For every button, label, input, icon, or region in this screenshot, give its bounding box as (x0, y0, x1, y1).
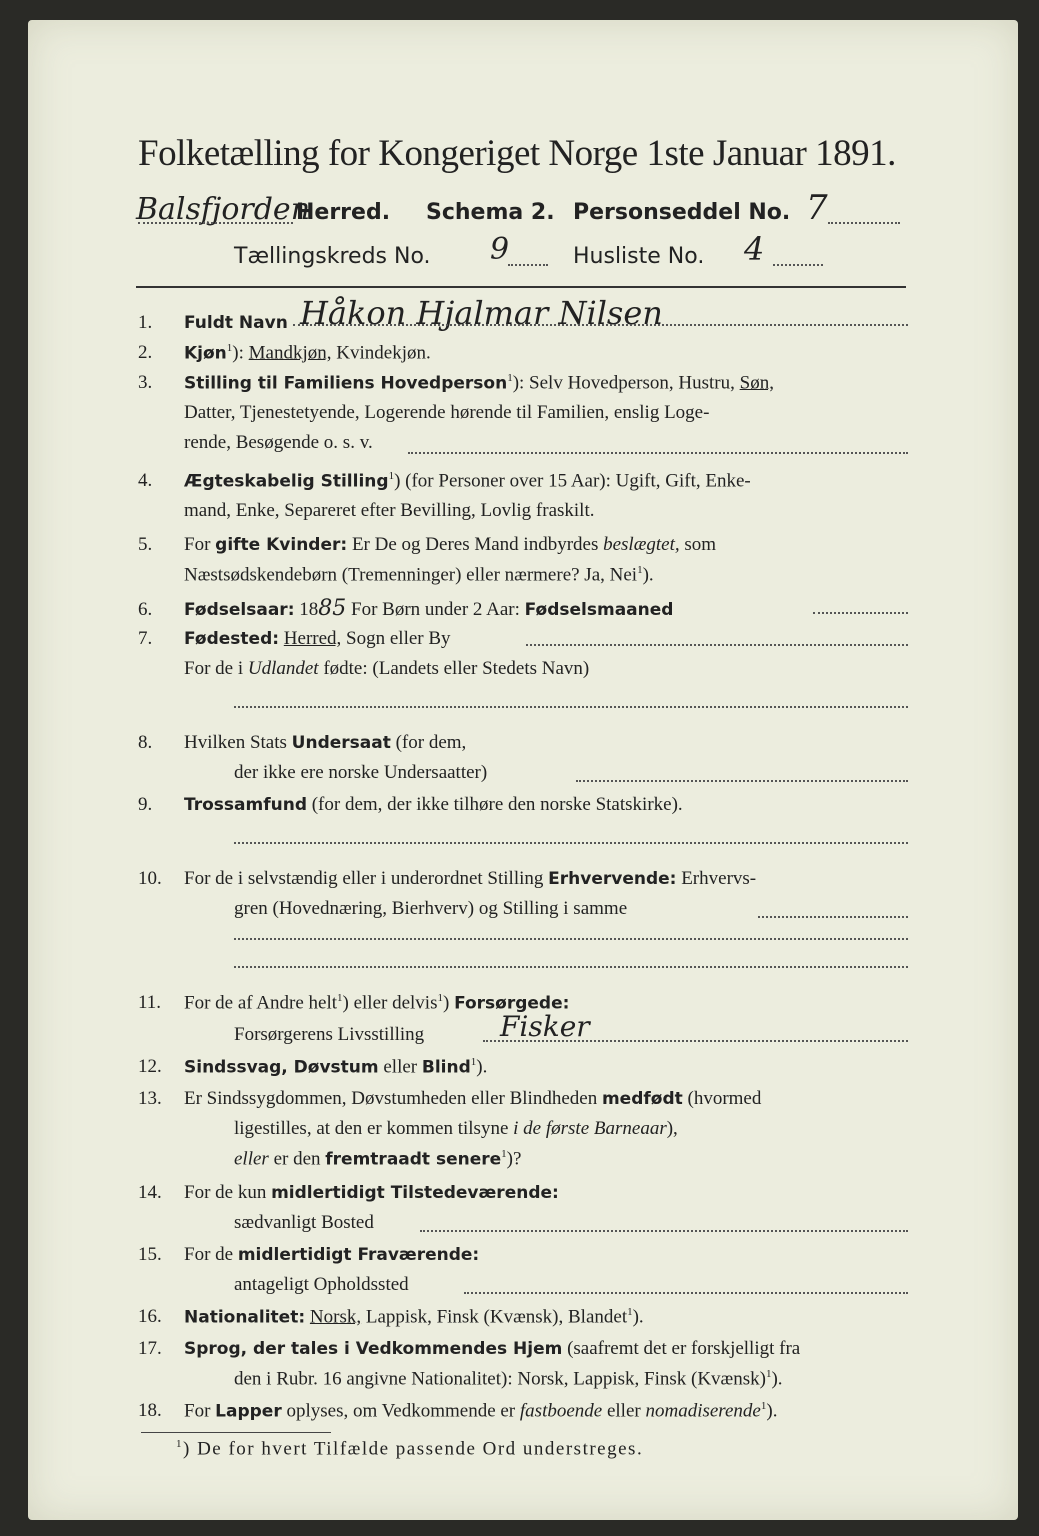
header-rule (136, 286, 906, 288)
row-15: 15. For de midlertidigt Fraværende: (138, 1244, 480, 1265)
provider-occupation-handwritten: Fisker (500, 1010, 590, 1043)
husliste-handwritten: 4 (744, 230, 765, 268)
row-11: 11. For de af Andre helt$^1$) eller delvis$^1$) Forsørgede: (138, 992, 570, 1014)
row-14: 14. For de kun midlertidigt Tilstedeværende: (138, 1182, 559, 1203)
schema-label: Schema 2. (426, 200, 555, 225)
herred-dots (138, 222, 293, 224)
footnote-rule (141, 1432, 331, 1433)
row-17: 17. Sprog, der tales i Vedkommendes Hjem (saafremt det er forskjelligt fra (138, 1338, 801, 1359)
row-9: 9. Trossamfund (for dem, der ikke tilhøre den norske Statskirke). (138, 794, 683, 815)
row-4: 4. Ægteskabelig Stilling$^1$) (for Personer over 15 Aar): Ugift, Gift, Enke- (138, 470, 751, 492)
herred-handwritten: Balsfjorden (136, 192, 311, 227)
row-6: 6. Fødselsaar: 1885 For Børn under 2 Aar: Fødselsmaaned (138, 596, 674, 621)
sex-selected: Mandkjøn, (248, 342, 332, 364)
nationality-selected: Norsk, (309, 1306, 362, 1328)
personseddel-handwritten: 7 (806, 188, 828, 228)
row-3: 3. Stilling til Familiens Hovedperson$^1$): Selv Hovedperson, Hustru, Søn, (138, 372, 774, 394)
row-1: 1. Fuldt Navn (138, 312, 288, 333)
row-10: 10. For de i selvstændig eller i underordnet Stilling Erhvervende: Erhvervs- (138, 868, 757, 889)
birthplace-selected: Herred, (283, 628, 342, 649)
census-form: Folketælling for Kongeriget Norge 1ste Januar 1891. Balsfjorden Herred. Schema 2. Personseddel No. 7 Tællingskreds No. 9 Husliste No. 4 1. Fuldt Navn Håkon Hjalmar Nilsen 2. Kjøn$^1$): Mandkjøn, Kvindekjøn. 3. Stilling til Familiens Hovedperson$^1$): Selv Hovedperson, Hustru, Søn, Datter, Tjenestetyende, Logerende hørende til Familien, enslig Loge- rende, Besøgende o. s. v. 4. Ægteskabelig Stilling$^1$) (for Personer over 15 Aar): Ugift, Gift, Enke- mand, Enke, Separeret efter Bevilling, Lovlig fraskilt. 5. For gifte Kvinder: Er De og Deres Mand indbyrdes beslægtet, som Næstsødskendebørn (Tremenninger) eller nærmere? Ja, Nei$^1$). 6. Fødselsaar: 1885 For Børn under 2 Aar: Fødselsmaaned 7. Fødested: Herred, Sogn eller By For de i Udlandet fødte: (Landets eller Stedets Navn) 8. Hvilken Stats Undersaat (for dem, der ikke ere norske Undersaatter) 9. Trossamfund (for dem, der ikke tilhøre den norske Statskirke). 10. For de i selvstændig eller i underordnet Stilling Erhvervende: Erhvervs- gren (Hovednæring, Bierhverv) og Stilling i samme 11. For de af Andre helt$^1$) eller delvis$^1$) Forsørgede: Forsørgerens Livsstilling Fisker 12. Sindssvag, Døvstum eller Blind$^1$). 13. Er Sindssygdommen, Døvstumheden eller Blindheden medfødt (hvormed ligestilles, at den er kommen tilsyne i de første Barneaar), eller er den fremtraadt senere$^1$)? 14. For de kun midlertidigt Tilstedeværende: sædvanligt Bosted 15. For de midlertidigt Fraværende: antageligt Opholdssted 16. Nationalitet: Norsk, Lappisk, Finsk (Kvænsk), Blandet$^1$). 17. Sprog, der tales i Vedkommendes Hjem (saafremt det er forskjelligt fra den i Rubr. 16 angivne Nationalitet): Norsk, Lappisk, Finsk (Kvænsk)$^1$). 18. For Lapper oplyses, om Vedkommende er fastboende eller nomadiserende$^1$). $^1$) De for hvert Tilfælde passende Ord understreges. (28, 20, 1018, 1520)
row-7: 7. Fødested: Herred, Sogn eller By (138, 628, 451, 649)
footnote: $^1$) De for hvert Tilfælde passende Ord understreges. (176, 1438, 644, 1460)
row-12: 12. Sindssvag, Døvstum eller Blind$^1$). (138, 1056, 488, 1078)
birth-year-handwritten: 85 (318, 596, 347, 621)
husliste-dots (773, 264, 823, 266)
kreds-dots (508, 264, 548, 266)
kreds-handwritten: 9 (490, 232, 510, 267)
row-18: 18. For Lapper oplyses, om Vedkommende er fastboende eller nomadiserende$^1$). (138, 1400, 778, 1422)
husliste-label: Husliste No. (573, 244, 705, 269)
row-5: 5. For gifte Kvinder: Er De og Deres Mand indbyrdes beslægtet, som (138, 534, 717, 555)
personseddel-dots (828, 222, 900, 224)
row-2: 2. Kjøn$^1$): Mandkjøn, Kvindekjøn. (138, 342, 431, 364)
form-title: Folketælling for Kongeriget Norge 1ste Januar 1891. (138, 133, 896, 174)
herred-label: Herred. (296, 200, 391, 225)
full-name-handwritten: Håkon Hjalmar Nilsen (300, 294, 663, 332)
relation-selected: Søn, (739, 372, 774, 394)
row-8: 8. Hvilken Stats Undersaat (for dem, (138, 732, 467, 753)
kreds-label: Tællingskreds No. (234, 244, 431, 269)
personseddel-label: Personseddel No. (573, 200, 791, 225)
full-name-label: Fuldt Navn (184, 313, 288, 333)
row-13: 13. Er Sindssygdommen, Døvstumheden eller Blindheden medfødt (hvormed (138, 1088, 762, 1109)
row-16: 16. Nationalitet: Norsk, Lappisk, Finsk (Kvænsk), Blandet$^1$). (138, 1306, 644, 1328)
